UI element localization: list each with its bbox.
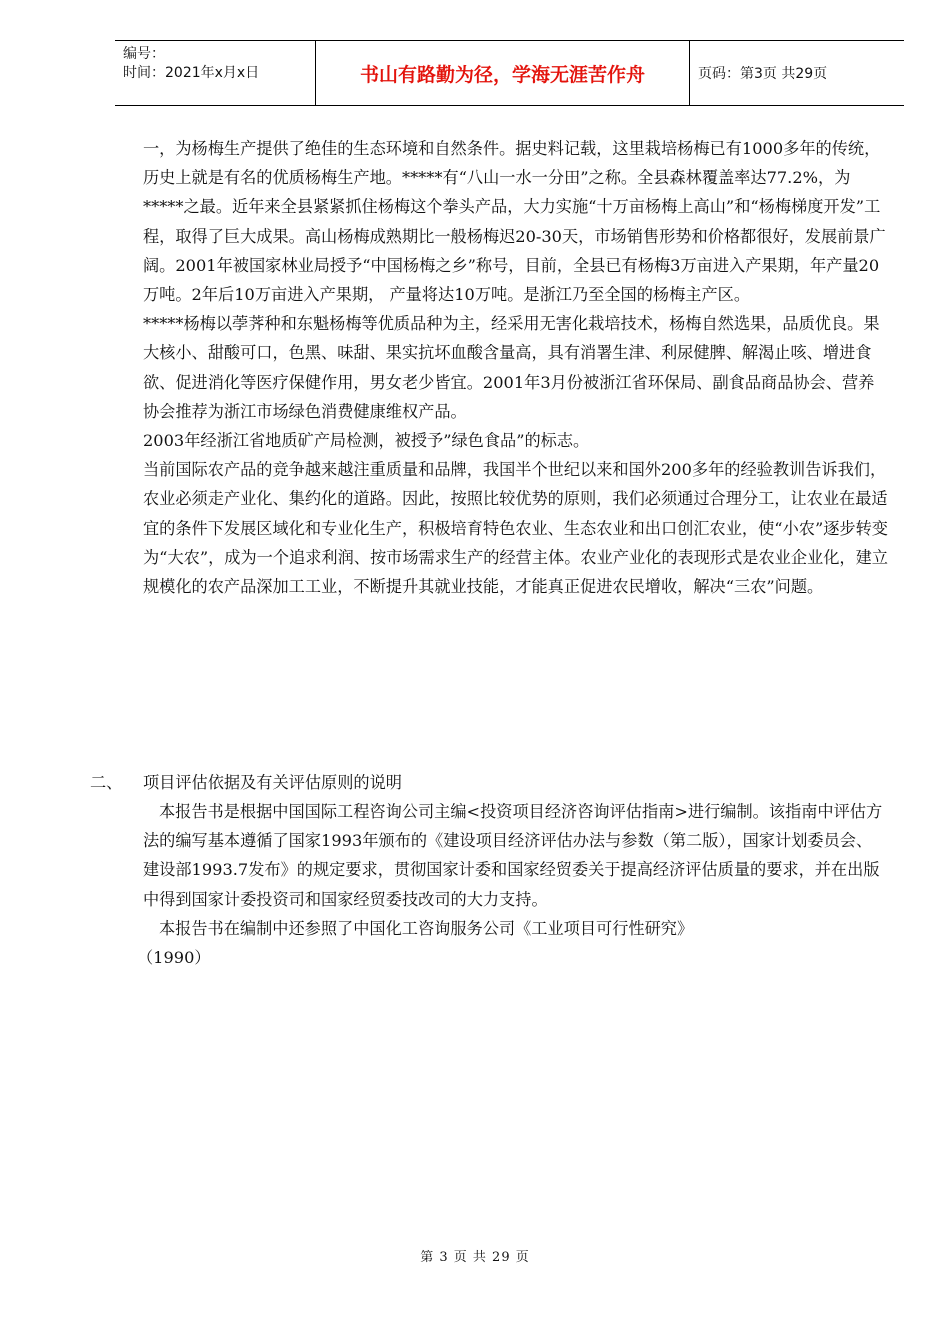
body-paragraph: *****杨梅以荸荠种和东魁杨梅等优质品种为主，经采用无害化栽培技术，杨梅自然选果，品质优良。果大核小、甜酸可口，色黑、味甜、果实抗坏血酸含量高，具有消署生津、利尿健脾、解渴止咳、增进食欲、促进消化等医疗保健作用，男女老少皆宜。2001年3月份被浙江省环保局、副食品商品协会、营养协会推荐为浙江市场绿色消费健康维权产品。: [143, 314, 880, 421]
section-title: 项目评估依据及有关评估原则的说明: [143, 773, 402, 792]
section-heading: [90, 768, 402, 797]
section-number: 二、: [90, 773, 123, 792]
main-body: [143, 134, 888, 601]
section-body: [137, 797, 888, 972]
section-paragraph: 本报告书是根据中国国际工程咨询公司主编<投资项目经济咨询评估指南>进行编制。该指南中评估方法的编写基本遵循了国家1993年颁布的《建设项目经济评估办法与参数（第二版），国家计划委员会、建设部1993.7发布》的规定要求，贯彻国家计委和国家经贸委关于提高经济评估质量的要求，并在出版中得到国家计委投资司和国家经贸委技改司的大力支持。: [143, 802, 883, 909]
document-number-label: 编号：: [123, 46, 165, 62]
body-paragraph: 2003年经浙江省地质矿产局检测，被授予”绿色食品”的标志。: [143, 431, 590, 451]
section-paragraph: 本报告书在编制中还参照了中国化工咨询服务公司《工业项目可行性研究》: [159, 918, 694, 938]
page-header: [115, 40, 904, 106]
body-paragraph: 当前国际农产品的竞争越来越注重质量和品牌，我国半个世纪以来和国外200多年的经验教训告诉我们，农业必须走产业化、集约化的道路。因此，按照比较优势的原则，我们必须通过合理分工，让农业在最适宜的条件下发展区域化和专业化生产，积极培育特色农业、生态农业和出口创汇农业，使“小农”逐步转变为“大农”，成为一个追求利润、按市场需求生产的经营主体。农业产业化的表现形式是农业企业化，建立规模化的农产品深加工工业，不断提升其就业技能，才能真正促进农民增收，解决“三农”问题。: [143, 460, 888, 597]
page-footer: 第 3 页 共 29 页: [420, 1250, 530, 1265]
header-page-info: 页码：第3页 共29页: [698, 66, 828, 82]
header-motto: 书山有路勤为径，学海无涯苦作舟: [316, 41, 690, 105]
document-time-label: 时间：2021年x月x日: [123, 65, 260, 81]
section-paragraph: （1990）: [137, 948, 211, 968]
body-paragraph: 一，为杨梅生产提供了绝佳的生态环境和自然条件。据史料记载，这里栽培杨梅已有1000多年的传统，历史上就是有名的优质杨梅生产地。*****有“八山一水一分田”之称。全县森林覆盖率达77.2%，为*****之最。近年来全县紧紧抓住杨梅这个拳头产品，大力实施“十万亩杨梅上高山”和“杨梅梯度开发”工程，取得了巨大成果。高山杨梅成熟期比一般杨梅迟20-30天，市场销售形势和价格都很好，发展前景广阔。2001年被国家林业局授予“中国杨梅之乡”称号，目前，全县已有杨梅3万亩进入产果期，年产量20万吨。2年后10万亩进入产果期， 产量将达10万吨。是浙江乃至全国的杨梅主产区。: [143, 139, 886, 305]
header-meta: [115, 41, 316, 105]
